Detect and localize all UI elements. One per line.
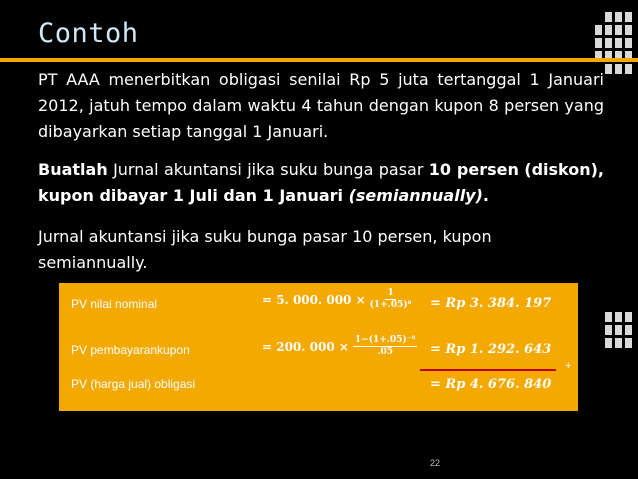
- pv-total-result: = Rp 4. 676. 840: [430, 377, 552, 392]
- instruction-semiannual: (semiannually): [348, 186, 483, 205]
- pv-nominal-label: PV nilai nominal: [71, 297, 158, 311]
- plus-sign: +: [565, 360, 572, 372]
- page-number: 22: [430, 458, 441, 468]
- instruction-verb: Buatlah: [38, 160, 108, 179]
- paragraph-intro: PT AAA menerbitkan obligasi senilai Rp 5 juta tertanggal 1 Januari 2012, jatuh tempo dalam waktu 4 tahun dengan kupon 8 persen yang dibayarkan setiap tanggal 1 Januari.: [38, 70, 604, 141]
- pv-coupon-formula: [262, 335, 417, 358]
- pv-coupon-numerator: 1−(1+.05)⁻⁸: [354, 335, 416, 345]
- paragraph-instruction: [38, 157, 604, 209]
- pv-nominal-result: = Rp 3. 384. 197: [430, 296, 552, 311]
- decorative-side-grid: [605, 312, 632, 348]
- pv-nominal-prefix: = 5. 000. 000 ×: [262, 292, 366, 307]
- paragraph-summary: Jurnal akuntansi jika suku bunga pasar 10 persen, kupon semiannually.: [38, 227, 492, 272]
- pv-coupon-prefix: = 200. 000 ×: [262, 339, 349, 354]
- pv-coupon-label: PV pembayarankupon: [71, 343, 190, 357]
- instruction-rate: 10 persen: [428, 160, 519, 179]
- title-rule: [0, 58, 638, 62]
- pv-total-label: PV (harga jual) obligasi: [71, 377, 196, 391]
- decorative-grid: [595, 12, 632, 74]
- slide-title: Contoh: [38, 18, 139, 49]
- pv-nominal-fraction: [370, 288, 412, 311]
- pv-coupon-fraction: [353, 335, 417, 358]
- pv-coupon-denominator: .05: [377, 347, 393, 357]
- pv-nominal-denominator: (1+.05)⁸: [369, 300, 412, 310]
- sum-underline: [420, 369, 556, 371]
- instruction-text: Jurnal akuntansi jika suku bunga pasar: [107, 160, 429, 179]
- pv-nominal-formula: [262, 288, 412, 311]
- pv-nominal-numerator: 1: [387, 288, 394, 298]
- pv-coupon-result: = Rp 1. 292. 643: [430, 342, 552, 357]
- instruction-period: .: [482, 186, 489, 205]
- instruction-detail: (diskon), kupon dibayar 1 Juli dan 1 Januari: [38, 160, 605, 205]
